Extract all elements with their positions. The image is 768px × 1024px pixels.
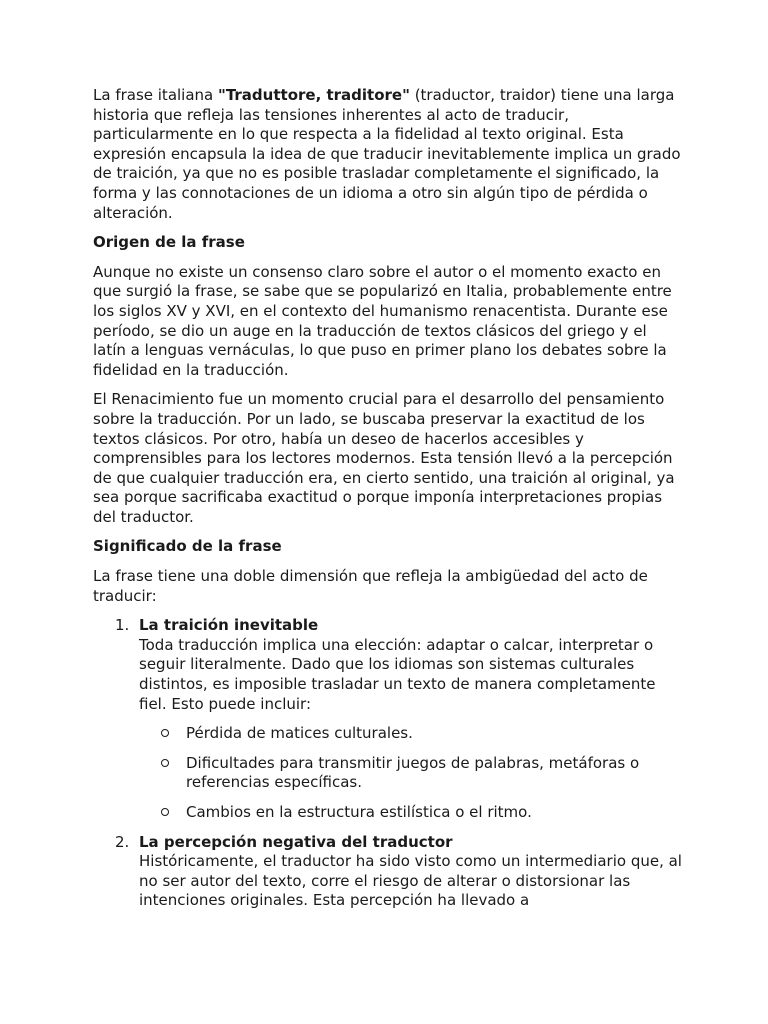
list-item-1 bbox=[93, 616, 683, 822]
meaning-list bbox=[93, 616, 683, 911]
intro-quoted-phrase: "Traduttore, traditore" bbox=[218, 86, 410, 104]
intro-paragraph bbox=[93, 86, 683, 223]
origin-heading: Origen de la frase bbox=[93, 233, 245, 252]
meaning-intro: La frase tiene una doble dimensión que refleja la ambigüedad del acto de traducir: bbox=[93, 567, 648, 605]
list-item-number: 1. bbox=[115, 616, 130, 635]
sub-list-item-text: Dificultades para transmitir juegos de palabras, metáforas o referencias específicas. bbox=[186, 753, 640, 792]
hollow-circle-bullet-icon bbox=[161, 808, 169, 816]
list-item-title: La traición inevitable bbox=[139, 616, 319, 635]
origin-paragraph-2: El Renacimiento fue un momento crucial para el desarrollo del pensamiento sobre la traducción. Por un lado, se buscaba preservar la exactitud de los textos clásicos. Por otro, había un deseo de hacerlos accesibles y comprensibles para los lectores modernos. Esta tensión llevó a la percepción de que cualquier traducción era, en cierto sentido, una traición al original, ya sea porque sacrificaba exactitud o porque imponía interpretaciones propias del traductor. bbox=[93, 390, 675, 526]
sub-list-item bbox=[139, 724, 683, 744]
hollow-circle-bullet-icon bbox=[161, 759, 169, 767]
sub-list-item bbox=[139, 803, 683, 823]
list-item-title: La percepción negativa del traductor bbox=[139, 832, 453, 851]
sub-list-item-text: Pérdida de matices culturales. bbox=[186, 724, 413, 743]
document-page bbox=[93, 86, 683, 919]
meaning-heading: Significado de la frase bbox=[93, 537, 282, 556]
list-item-number: 2. bbox=[115, 832, 130, 851]
sub-bullet-list bbox=[139, 724, 683, 822]
list-item-body: Toda traducción implica una elección: adaptar o calcar, interpretar o seguir literalmente. Dado que los idiomas son sistemas culturales distintos, es imposible trasladar un texto de manera completamente fiel. Esto puede incluir: bbox=[139, 635, 656, 713]
hollow-circle-bullet-icon bbox=[161, 729, 169, 737]
origin-paragraph-1: Aunque no existe un consenso claro sobre el autor o el momento exacto en que surgió la frase, se sabe que se popularizó en Italia, probablemente entre los siglos XV y XVI, en el contexto del humanismo renacentista. Durante ese período, se dio un auge en la traducción de textos clásicos del griego y el latín a lenguas vernáculas, lo que puso en primer plano los debates sobre la fidelidad en la traducción. bbox=[93, 262, 672, 379]
list-item-body: Históricamente, el traductor ha sido visto como un intermediario que, al no ser autor del texto, corre el riesgo de alterar o distorsionar las intenciones originales. Esta percepción ha llevado a bbox=[139, 852, 682, 910]
intro-text-after: (traductor, traidor) tiene una larga historia que refleja las tensiones inherentes al acto de traducir, particularmente en lo que respecta a la fidelidad al texto original. Esta expresión encapsula la idea de que traducir inevitablemente implica un grado de traición, ya que no es posible trasladar completamente el significado, la forma y las connotaciones de un idioma a otro sin algún tipo de pérdida o alteración. bbox=[93, 86, 681, 222]
intro-text-before: La frase italiana bbox=[93, 86, 219, 104]
list-item-2 bbox=[93, 833, 683, 911]
sub-list-item bbox=[139, 754, 683, 793]
sub-list-item-text: Cambios en la estructura estilística o el ritmo. bbox=[186, 803, 532, 821]
